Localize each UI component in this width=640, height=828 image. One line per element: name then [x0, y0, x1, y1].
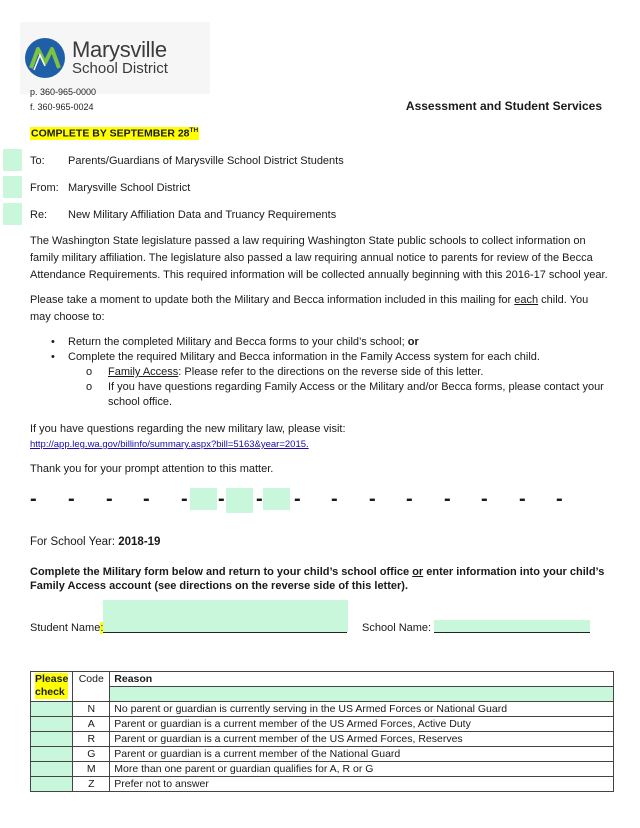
cut-dash: -	[444, 488, 451, 510]
cut-dash: -	[218, 488, 225, 510]
margin-marker	[226, 488, 253, 513]
intro-paragraph: The Washington State legislature passed a law requiring Washington State public schools to collect information on family military affiliation. The legislature also passed a law requiring annual notice to parents for review of the Becca Attendance Requirements. This required information will be collected annually beginning with this 2016-17 school year.	[30, 235, 608, 281]
options-list	[48, 335, 608, 410]
code-cell: Z	[73, 777, 110, 792]
table-row	[31, 732, 614, 747]
reason-header: Reason	[110, 672, 614, 687]
to-label: To:	[30, 155, 45, 167]
check-cell[interactable]	[31, 702, 73, 717]
reason-cell: More than one parent or guardian qualifies for A, R or G	[110, 762, 614, 777]
thanks-text: Thank you for your prompt attention to this matter.	[30, 463, 274, 475]
margin-marker	[190, 488, 217, 510]
school-year: For School Year: 2018-19	[30, 536, 161, 548]
cut-dash: -	[294, 488, 301, 510]
org-subtitle: School District	[72, 60, 168, 77]
cut-dash: -	[331, 488, 338, 510]
re-value: New Military Affiliation Data and Truancy Requirements	[68, 209, 337, 221]
student-name-row: Student Name:	[30, 620, 347, 634]
cut-dash: -	[556, 488, 563, 510]
code-cell: N	[73, 702, 110, 717]
reason-cell: Parent or guardian is a current member of the National Guard	[110, 747, 614, 762]
table-row	[31, 777, 614, 792]
law-link[interactable]: http://app.leg.wa.gov/billinfo/summary.aspx?bill=5163&year=2015.	[30, 439, 309, 450]
cut-dash: -	[481, 488, 488, 510]
cut-line	[30, 488, 590, 518]
reason-cell: Parent or guardian is a current member of the US Armed Forces, Active Duty	[110, 717, 614, 732]
check-cell[interactable]	[31, 762, 73, 777]
reason-cell: Parent or guardian is a current member of the US Armed Forces, Reserves	[110, 732, 614, 747]
cut-dash: -	[106, 488, 113, 510]
form-instructions: Complete the Military form below and return to your child’s school office or enter information into your child’s Family Access account (see directions on the reverse side of this letter).	[30, 566, 605, 592]
table-row	[31, 747, 614, 762]
code-header: Code	[73, 672, 110, 702]
cut-dash: -	[181, 488, 188, 510]
from-label: From:	[30, 182, 59, 194]
reason-cell: Prefer not to answer	[110, 777, 614, 792]
check-cell[interactable]	[31, 717, 73, 732]
please-check-header: Please check	[31, 672, 73, 702]
fax-number: f. 360-965-0024	[30, 102, 94, 112]
deadline-banner: COMPLETE BY SEPTEMBER 28TH	[31, 127, 199, 140]
district-logo-icon	[24, 37, 66, 79]
cut-dash: -	[406, 488, 413, 510]
re-label: Re:	[30, 209, 48, 221]
department-title: Assessment and Student Services	[405, 99, 602, 113]
list-item: • Return the completed Military and Becca forms to your child’s school; or	[51, 336, 419, 348]
cut-dash: -	[68, 488, 75, 510]
cut-dash: -	[369, 488, 376, 510]
margin-marker	[263, 488, 290, 510]
list-item: • Complete the required Military and Becca information in the Family Access system for each child.	[51, 351, 540, 363]
to-value: Parents/Guardians of Marysville School District Students	[68, 155, 344, 167]
instructions-paragraph: Please take a moment to update both the Military and Becca information included in this mailing for each child. You may choose to:	[30, 294, 589, 323]
school-name-label: School Name:	[362, 622, 435, 634]
check-cell[interactable]	[31, 732, 73, 747]
list-subitem: o Family Access: Please refer to the directions on the reverse side of this letter.	[86, 366, 484, 378]
code-cell: M	[73, 762, 110, 777]
header-spacer	[110, 687, 614, 702]
military-code-table	[30, 671, 614, 792]
table-row	[31, 762, 614, 777]
cut-dash: -	[30, 488, 37, 510]
reason-cell: No parent or guardian is currently serving in the US Armed Forces or National Guard	[110, 702, 614, 717]
margin-marker	[3, 176, 22, 198]
cut-dash: -	[256, 488, 263, 510]
student-name-input[interactable]	[103, 620, 347, 633]
margin-marker	[3, 203, 22, 225]
school-name-input[interactable]	[434, 620, 590, 633]
margin-marker	[3, 149, 22, 171]
from-value: Marysville School District	[68, 182, 191, 194]
code-cell: A	[73, 717, 110, 732]
law-link-row	[30, 436, 608, 453]
cut-dash: -	[519, 488, 526, 510]
questions-text: If you have questions regarding the new military law, please visit:	[30, 423, 346, 435]
table-header-row	[31, 672, 614, 687]
cut-dash: -	[143, 488, 150, 510]
student-name-label: Student Name	[30, 622, 101, 634]
list-subitem: o If you have questions regarding Family Access or the Military and/or Becca forms, please contact your school office.	[86, 381, 604, 408]
check-cell[interactable]	[31, 777, 73, 792]
table-row	[31, 702, 614, 717]
code-cell: R	[73, 732, 110, 747]
school-name-row	[362, 620, 590, 634]
check-cell[interactable]	[31, 747, 73, 762]
code-cell: G	[73, 747, 110, 762]
phone-number: p. 360-965-0000	[30, 87, 97, 97]
table-row	[31, 717, 614, 732]
org-name: Marysville	[72, 37, 167, 62]
